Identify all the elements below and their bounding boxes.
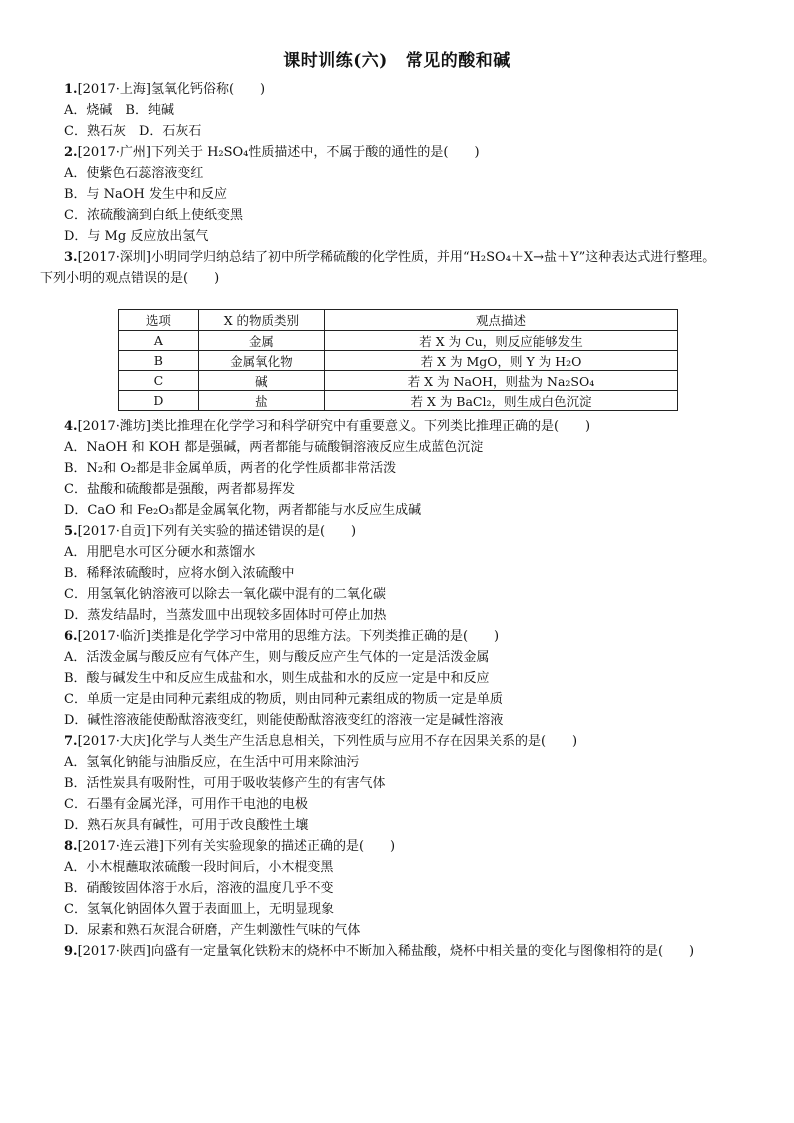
question-number: 6. (64, 629, 78, 644)
table-row (119, 331, 678, 351)
question-3 (64, 250, 715, 266)
question-number: 1. (64, 82, 78, 97)
option-line: A．使紫色石蕊溶液变红 (64, 166, 204, 181)
question-text: [2017·大庆]化学与人类生产生活息息相关，下列性质与应用不存在因果关系的是( ) (77, 734, 578, 749)
question-4 (64, 419, 590, 435)
table-cell: C (119, 371, 199, 391)
question-number: 7. (64, 734, 78, 749)
option-line: C．用氢氧化钠溶液可以除去一氧化碳中混有的二氧化碳 (64, 587, 386, 602)
option-line: D．熟石灰具有碱性，可用于改良酸性土壤 (64, 818, 309, 833)
question-number: 9. (64, 944, 78, 959)
viewpoint-table (118, 309, 678, 411)
table-cell: 若 X 为 MgO，则 Y 为 H₂O (324, 351, 677, 371)
option-line: D．蒸发结晶时，当蒸发皿中出现较多固体时可停止加热 (64, 608, 387, 623)
option-line: B．与 NaOH 发生中和反应 (64, 187, 227, 202)
table-cell: B (119, 351, 199, 371)
table-cell: 若 X 为 NaOH，则盐为 Na₂SO₄ (324, 371, 677, 391)
question-6 (64, 629, 499, 645)
option-line: C．石墨有金属光泽，可用作干电池的电极 (64, 797, 308, 812)
title-main: 课时训练(六) (283, 51, 388, 71)
table-header: 选项 (119, 310, 199, 331)
table-cell: A (119, 331, 199, 351)
option-line: A．用肥皂水可区分硬水和蒸馏水 (64, 545, 256, 560)
question-number: 5. (64, 524, 78, 539)
option-line: A．烧碱 B．纯碱 (64, 103, 174, 118)
option-line: D．与 Mg 反应放出氢气 (64, 229, 209, 244)
question-text: [2017·广州]下列关于 H₂SO₄性质描述中，不属于酸的通性的是( ) (77, 145, 480, 160)
table-cell: 碱 (198, 371, 324, 391)
option-line: B．活性炭具有吸附性，可用于吸收装修产生的有害气体 (64, 776, 386, 791)
option-line: B．N₂和 O₂都是非金属单质，两者的化学性质都非常活泼 (64, 461, 397, 476)
option-line: A．氢氧化钠能与油脂反应，在生活中可用来除油污 (64, 755, 360, 770)
option-line: D．CaO 和 Fe₂O₃都是金属氧化物，两者都能与水反应生成碱 (64, 503, 422, 518)
option-line: A．活泼金属与酸反应有气体产生，则与酸反应产生气体的一定是活泼金属 (64, 650, 490, 665)
question-text: [2017·临沂]类推是化学学习中常用的思维方法。下列类推正确的是( ) (77, 629, 500, 644)
question-text: [2017·潍坊]类比推理在化学学习和科学研究中有重要意义。下列类比推理正确的是( ) (77, 419, 591, 434)
table-cell: 金属氧化物 (198, 351, 324, 371)
page-title (0, 46, 794, 71)
table-row (119, 351, 678, 371)
option-line: C．氢氧化钠固体久置于表面皿上，无明显现象 (64, 902, 334, 917)
question-number: 4. (64, 419, 78, 434)
table-cell: D (119, 391, 199, 411)
question-7 (64, 734, 577, 750)
table-cell: 金属 (198, 331, 324, 351)
question-3-continued: 下列小明的观点错误的是( ) (40, 271, 220, 286)
table-cell: 若 X 为 BaCl₂，则生成白色沉淀 (324, 391, 677, 411)
question-2 (64, 145, 480, 161)
option-line: D．尿素和熟石灰混合研磨，产生刺激性气味的气体 (64, 923, 361, 938)
table-row (119, 391, 678, 411)
table-header: X 的物质类别 (198, 310, 324, 331)
option-line: A．NaOH 和 KOH 都是强碱，两者都能与硫酸铜溶液反应生成蓝色沉淀 (64, 440, 484, 455)
question-text: [2017·陕西]向盛有一定量氧化铁粉末的烧杯中不断加入稀盐酸，烧杯中相关量的变化与图像相符的是( ) (77, 944, 695, 959)
question-8 (64, 839, 395, 855)
option-line: D．碱性溶液能使酚酞溶液变红，则能使酚酞溶液变红的溶液一定是碱性溶液 (64, 713, 504, 728)
table-row (119, 371, 678, 391)
question-text: [2017·自贡]下列有关实验的描述错误的是( ) (77, 524, 357, 539)
table-header-row (119, 310, 678, 331)
question-number: 2. (64, 145, 78, 160)
question-text: [2017·深圳]小明同学归纳总结了初中所学稀硫酸的化学性质，并用“H₂SO₄＋X→盐＋Y”这种表达式进行整理。 (77, 250, 716, 265)
question-1 (64, 82, 265, 98)
option-line: C．单质一定是由同种元素组成的物质，则由同种元素组成的物质一定是单质 (64, 692, 503, 707)
question-text: [2017·连云港]下列有关实验现象的描述正确的是( ) (77, 839, 396, 854)
option-line: C．熟石灰 D．石灰石 (64, 124, 202, 139)
option-line: B．硝酸铵固体溶于水后，溶液的温度几乎不变 (64, 881, 334, 896)
option-line: B．稀释浓硫酸时，应将水倒入浓硫酸中 (64, 566, 295, 581)
question-text: [2017·上海]氢氧化钙俗称( ) (77, 82, 266, 97)
option-line: C．浓硫酸滴到白纸上使纸变黑 (64, 208, 243, 223)
question-number: 8. (64, 839, 78, 854)
option-line: A．小木棍蘸取浓硫酸一段时间后，小木棍变黑 (64, 860, 334, 875)
question-9 (64, 944, 694, 960)
option-line: C．盐酸和硫酸都是强酸，两者都易挥发 (64, 482, 295, 497)
title-sub: 常见的酸和碱 (405, 51, 511, 71)
option-line: B．酸与碱发生中和反应生成盐和水，则生成盐和水的反应一定是中和反应 (64, 671, 490, 686)
table-header: 观点描述 (324, 310, 677, 331)
question-number: 3. (64, 250, 78, 265)
table-cell: 盐 (198, 391, 324, 411)
question-5 (64, 524, 356, 540)
table-cell: 若 X 为 Cu，则反应能够发生 (324, 331, 677, 351)
